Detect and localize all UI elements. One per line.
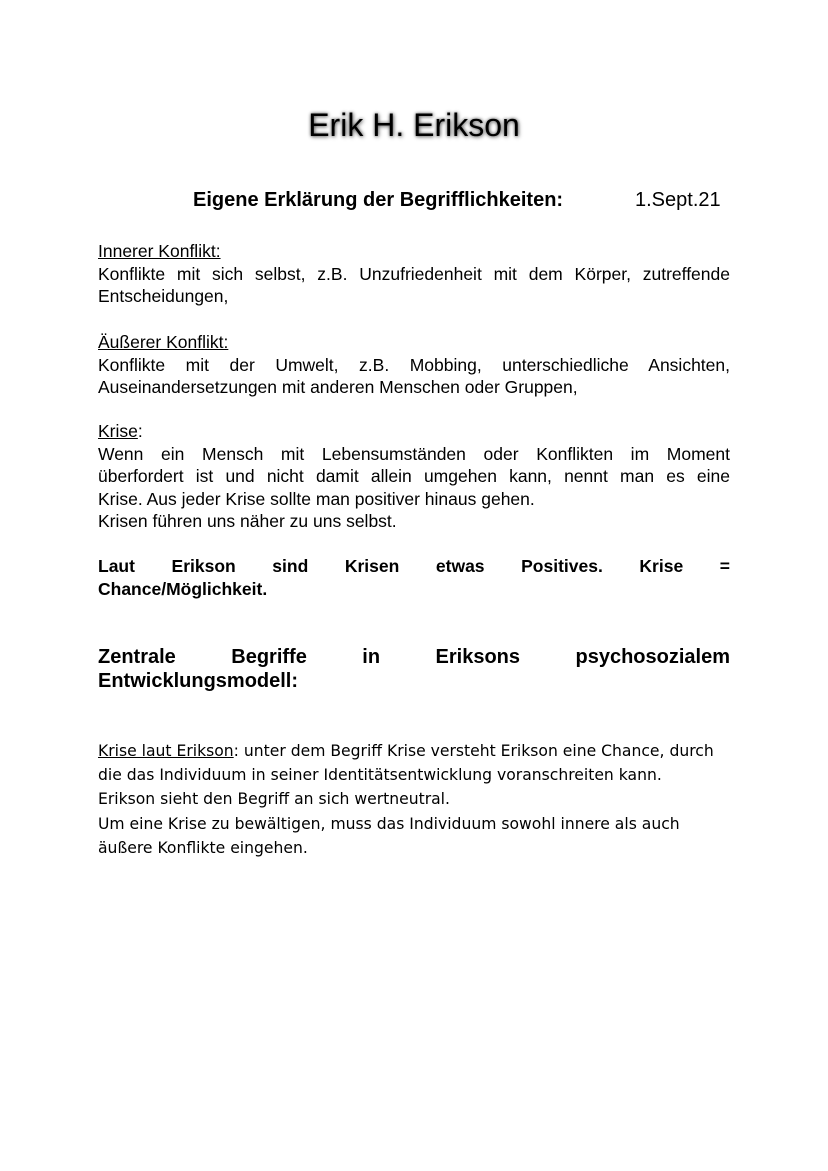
subheading-text: Eigene Erklärung der Begrifflichkeiten: bbox=[193, 189, 564, 211]
paragraph-line: Krisen führen uns näher zu uns selbst. bbox=[98, 511, 397, 532]
definition-line: die das Individuum in seiner Identitätsentwicklung voranschreiten kann. bbox=[98, 766, 662, 785]
section-label: Äußerer Konflikt: bbox=[98, 332, 229, 352]
definition-line: Erikson sieht den Begriff an sich wertneutral. bbox=[98, 790, 450, 809]
section-label: Innerer Konflikt: bbox=[98, 241, 221, 261]
paragraph-line: Entscheidungen, bbox=[98, 286, 229, 307]
definition-paragraph bbox=[98, 739, 738, 860]
statement-line: Chance/Möglichkeit. bbox=[98, 579, 268, 599]
page-title: Erik H. Erikson bbox=[308, 107, 520, 143]
paragraph-line: Auseinandersetzungen mit anderen Menschen oder Gruppen, bbox=[98, 377, 578, 398]
paragraph-line: Konflikte mit der Umwelt, z.B. Mobbing, unterschiedliche Ansichten, bbox=[98, 354, 730, 375]
paragraph-line: Krise. Aus jeder Krise sollte man positiver hinaus gehen. bbox=[98, 488, 535, 509]
definition-text: : unter dem Begriff Krise versteht Erikson eine Chance, durch bbox=[233, 742, 714, 760]
subheading bbox=[193, 185, 733, 215]
section-inner-conflict bbox=[98, 240, 730, 308]
statement-line: Laut Erikson sind Krisen etwas Positives. Krise = bbox=[98, 556, 730, 576]
section-label-suffix: : bbox=[137, 421, 143, 441]
definition-label: Krise laut Erikson bbox=[98, 742, 234, 760]
section-crisis bbox=[98, 420, 730, 533]
section-heading bbox=[98, 645, 730, 693]
paragraph-line: Konflikte mit sich selbst, z.B. Unzufriedenheit mit dem Körper, zutreffende bbox=[98, 263, 730, 284]
section-label: Krise bbox=[98, 421, 138, 441]
heading-line: Zentrale Begriffe in Eriksons psychosozialem bbox=[98, 646, 730, 668]
section-outer-conflict bbox=[98, 331, 730, 399]
paragraph-line: Wenn ein Mensch mit Lebensumständen oder Konflikten im Moment bbox=[98, 443, 730, 464]
definition-line: äußere Konflikte eingehen. bbox=[98, 838, 308, 857]
definition-line: Um eine Krise zu bewältigen, muss das Individuum sowohl innere als auch bbox=[98, 814, 680, 833]
heading-line: Entwicklungsmodell: bbox=[98, 670, 299, 692]
paragraph-line: überfordert ist und nicht damit allein umgehen kann, nennt man es eine bbox=[98, 466, 730, 487]
statement bbox=[98, 555, 730, 601]
date-label: 1.Sept.21 bbox=[635, 189, 721, 211]
